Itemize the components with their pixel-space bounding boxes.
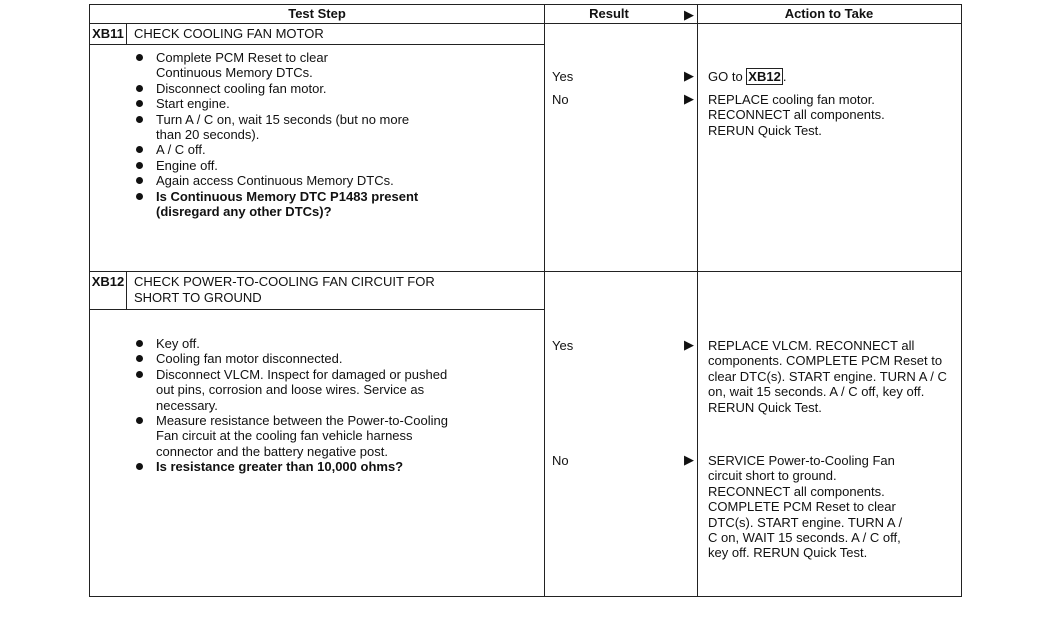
step-link-xb12[interactable]: XB12 [748,69,781,84]
action-text: REPLACE cooling fan motor. RECONNECT all components. RERUN Quick Test. [708,92,885,138]
step-title: CHECK POWER-TO-COOLING FAN CIRCUIT FOR SHORT TO GROUND [134,274,435,305]
bullet-question: Is Continuous Memory DTC P1483 present (disregard any other DTCs)? [130,189,446,220]
bullet: Disconnect cooling fan motor. [130,81,510,96]
arrow-icon: ▶ [684,68,694,83]
divider [126,23,127,44]
bullet: Measure resistance between the Power-to-Cooling Fan circuit at the cooling fan vehicle harness connector and the battery negative post. [130,413,466,459]
arrow-icon: ▶ [684,337,694,352]
diagnostic-table [89,4,962,597]
arrow-icon: ▶ [684,7,694,22]
action-suffix: . [782,69,787,84]
action-text [708,69,960,84]
divider [544,5,545,596]
divider [90,23,961,24]
bullet: Start engine. [130,96,510,111]
header-test-step: Test Step [288,6,346,21]
bullet: Complete PCM Reset to clear Continuous Memory DTCs. [130,50,396,81]
bullet: A / C off. [130,142,510,157]
divider [697,5,698,596]
bullet: Cooling fan motor disconnected. [130,351,510,366]
bullet: Turn A / C on, wait 15 seconds (but no more than 20 seconds). [130,112,426,143]
action-prefix: GO to [708,69,747,84]
bullet-question: Is resistance greater than 10,000 ohms? [130,459,510,474]
arrow-icon: ▶ [684,91,694,106]
result-yes: Yes [552,338,574,353]
action-text: SERVICE Power-to-Cooling Fan circuit short to ground. RECONNECT all components. COMPLETE PCM Reset to clear DTC(s). START engine. TURN A / C on, WAIT 15 seconds. A / C off, key off. RERUN Quick Test. [708,453,903,561]
bullet: Disconnect VLCM. Inspect for damaged or pushed out pins, corrosion and loose wires. Service as necessary. [130,367,456,413]
result-yes: Yes [552,69,574,84]
step-title: CHECK COOLING FAN MOTOR [134,26,324,41]
arrow-icon: ▶ [684,452,694,467]
divider [90,271,961,272]
bullet: Again access Continuous Memory DTCs. [130,173,510,188]
bullet: Key off. [130,336,510,351]
step-id: XB11 [92,26,124,41]
divider [126,271,127,309]
action-text: REPLACE VLCM. RECONNECT all components. COMPLETE PCM Reset to clear DTC(s). START engine. TURN A / C on, wait 15 seconds. A / C off, key off. RERUN Quick Test. [708,338,947,415]
header-action: Action to Take [784,6,874,21]
result-no: No [552,92,569,107]
divider [90,309,544,310]
step-bullets [130,50,510,219]
divider [90,44,544,45]
result-no: No [552,453,569,468]
header-result: Result [589,6,629,21]
step-id: XB12 [91,274,125,289]
step-bullets [130,336,510,475]
bullet: Engine off. [130,158,510,173]
